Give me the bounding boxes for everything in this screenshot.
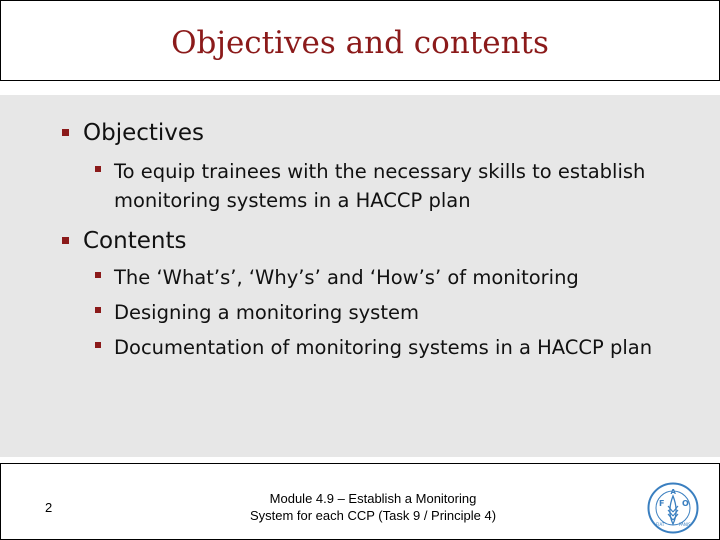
square-bullet-icon xyxy=(95,272,101,278)
slide-title: Objectives and contents xyxy=(171,24,549,61)
contents-item-text: Designing a monitoring system xyxy=(114,301,419,324)
bullet-contents-item xyxy=(95,298,654,327)
objective-item-text: To equip trainees with the necessary skills to establish monitoring systems in a HACCP plan xyxy=(114,160,646,212)
square-bullet-icon xyxy=(62,237,69,244)
module-caption-line: Module 4.9 – Establish a Monitoring xyxy=(269,491,477,506)
heading-objectives: Objectives xyxy=(83,120,205,146)
square-bullet-icon xyxy=(95,307,101,313)
svg-text:O: O xyxy=(682,499,689,508)
square-bullet-icon xyxy=(95,166,101,172)
page-number: 2 xyxy=(45,500,53,515)
module-caption xyxy=(187,490,559,524)
svg-text:A: A xyxy=(670,488,676,496)
svg-text:F: F xyxy=(659,499,665,508)
square-bullet-icon xyxy=(95,342,101,348)
bullet-contents xyxy=(62,227,186,255)
bullet-contents-item xyxy=(95,263,654,292)
bullet-contents-item xyxy=(95,333,654,362)
svg-text:FIAT: FIAT xyxy=(656,522,665,527)
title-bar xyxy=(0,0,720,81)
content-area xyxy=(0,95,720,457)
heading-contents: Contents xyxy=(83,228,187,254)
fao-logo-icon xyxy=(647,482,699,534)
svg-text:PANIS: PANIS xyxy=(679,522,691,527)
contents-item-text: The ‘What’s’, ‘Why’s’ and ‘How’s’ of monitoring xyxy=(114,266,579,289)
module-caption-line: System for each CCP (Task 9 / Principle 4) xyxy=(249,508,497,523)
contents-item-text: Documentation of monitoring systems in a HACCP plan xyxy=(114,336,653,359)
square-bullet-icon xyxy=(62,129,69,136)
bullet-objective-item xyxy=(95,157,654,215)
bullet-objectives xyxy=(62,119,204,147)
footer-bar xyxy=(0,463,720,540)
